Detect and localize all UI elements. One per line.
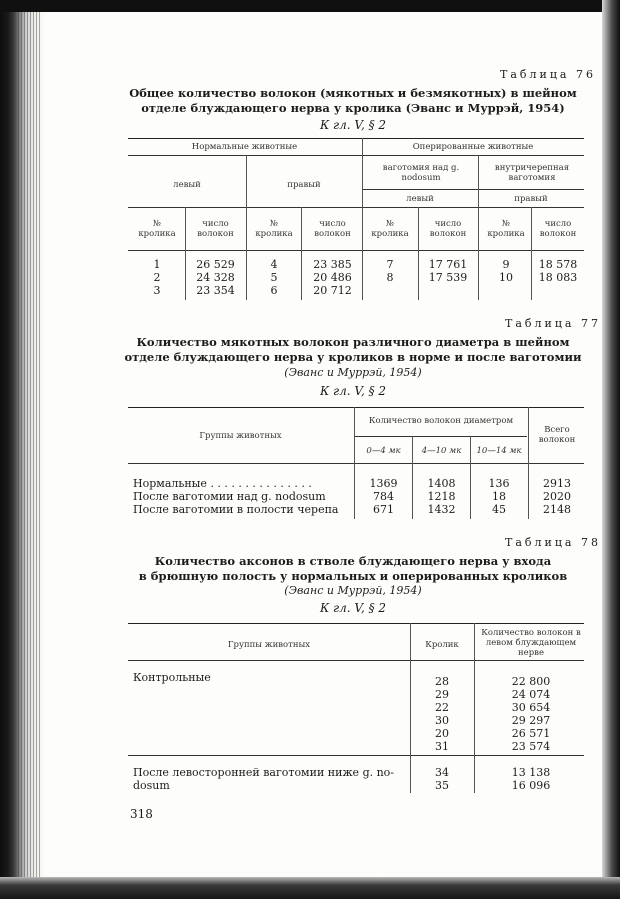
table-cell: 22 800 (511, 675, 551, 688)
table-cell: 4 (270, 258, 278, 271)
table-cell: 24 328 (196, 271, 235, 284)
t76-col-rabbit-4: № кролика (487, 219, 525, 239)
table-cell: 23 574 (511, 740, 551, 753)
table-cell: 26 571 (511, 727, 551, 740)
t76-left-operated: левый (406, 194, 434, 204)
t77-row-group: После ваготомии в полости черепа (133, 503, 339, 516)
t76-right-normal: правый (287, 180, 321, 190)
t76-rabbits-3 (366, 258, 414, 284)
table-cell: 2020 (543, 490, 571, 503)
table-cell: 16 096 (511, 779, 551, 792)
table-cell: 23 354 (196, 284, 235, 297)
table-cell: 671 (373, 503, 394, 516)
table-cell: 784 (373, 490, 394, 503)
t77-rule-top (128, 407, 584, 408)
t77-vline (528, 407, 529, 519)
t76-left-normal: левый (173, 180, 201, 190)
t77-col-d1: 0—4 мк (366, 446, 401, 456)
t77-vline (470, 436, 471, 519)
t76-rule-2 (128, 155, 584, 156)
table-77-title-line2: отделе блуждающего нерва у кроликов в норме и после ваготомии (124, 350, 582, 364)
table-cell: 10 (499, 271, 513, 284)
table-cell: 2913 (543, 477, 571, 490)
table-cell: 1 (153, 258, 161, 271)
table-cell: 20 (435, 727, 449, 740)
t76-rule-4 (128, 207, 584, 208)
t77-col-total: Всего волокон (538, 425, 576, 445)
table-cell: 26 529 (196, 258, 235, 271)
t77-row-group: Нормальные . . . . . . . . . . . . . . . (133, 477, 312, 490)
table-cell: 7 (386, 258, 394, 271)
t76-rule-5 (128, 250, 584, 251)
t76-rabbits-4 (482, 258, 530, 284)
table-cell: 17 761 (428, 258, 468, 271)
t76-col-rabbit-1: № кролика (138, 219, 176, 239)
table-cell: 136 (488, 477, 510, 490)
t76-right-operated: правый (514, 194, 548, 204)
t77-vline (412, 436, 413, 519)
table-cell: 20 486 (313, 271, 352, 284)
t76-vline (362, 138, 363, 300)
t76-group-operated: Оперированные животные (412, 142, 534, 152)
table-77-title-line1: Количество мякотных волокон различного диаметра в шейном (136, 335, 570, 349)
table-78-source: (Эванс и Муррэй, 1954) (284, 584, 422, 597)
table-cell: 1369 (369, 477, 398, 490)
t77-col-diameter: Количество волокон диаметром (368, 416, 514, 426)
t76-rule-top (128, 138, 584, 139)
table-cell: 9 (502, 258, 510, 271)
t76-col-rabbit-3: № кролика (371, 219, 409, 239)
t77-col-d3: 10—14 мк (476, 446, 522, 456)
t76-fibers-1 (188, 258, 243, 297)
t78-vline (474, 623, 475, 793)
t78-control-counts (478, 675, 584, 753)
t78-group-control: Контрольные (133, 671, 211, 684)
t76-vline (531, 207, 532, 300)
t76-vline (246, 155, 247, 300)
table-cell: 8 (386, 271, 394, 284)
table-cell: 13 138 (511, 766, 551, 779)
table-cell: 23 385 (313, 258, 352, 271)
t77-col-groups: Группы животных (199, 431, 282, 441)
t78-control-rabbits (412, 675, 472, 753)
table-cell: 18 578 (538, 258, 578, 271)
table-cell: 30 (435, 714, 449, 727)
t77-row-group: После ваготомии над g. nodosum (133, 490, 326, 503)
t76-rabbits-1 (133, 258, 181, 297)
t78-after-rabbits (412, 766, 472, 792)
scan-border-right (602, 0, 620, 899)
table-cell: 22 (435, 701, 449, 714)
table-78-label: Таблица 78 (505, 536, 601, 549)
t77-vline (354, 407, 355, 519)
table-cell: 34 (435, 766, 449, 779)
t76-vline (418, 207, 419, 300)
t76-fibers-3 (420, 258, 476, 284)
t78-col-groups: Группы животных (227, 640, 311, 650)
table-77-ref: К гл. V, § 2 (319, 384, 387, 398)
t76-vline (185, 207, 186, 300)
table-cell: 45 (492, 503, 506, 516)
t76-fibers-2 (305, 258, 360, 297)
table-cell: 2 (153, 271, 161, 284)
table-cell: 3 (153, 284, 161, 297)
scan-border-top (0, 0, 620, 12)
t76-col-fibers-4: число волокон (539, 219, 577, 239)
t76-vline (478, 155, 479, 300)
t78-rule-2 (128, 660, 584, 661)
t76-rule-3 (362, 189, 584, 190)
t76-vline (301, 207, 302, 300)
table-cell: 35 (435, 779, 449, 792)
t78-group-after-line2: dosum (133, 779, 170, 792)
table-76-title-line1: Общее количество волокон (мякотных и безмякотных) в шейном (129, 86, 577, 100)
table-cell: 29 297 (511, 714, 551, 727)
t76-fibers-4 (532, 258, 584, 284)
table-cell: 1408 (427, 477, 456, 490)
page-number: 318 (130, 807, 153, 821)
t77-rule-2 (355, 436, 527, 437)
table-cell: 29 (435, 688, 449, 701)
table-cell: 17 539 (428, 271, 468, 284)
t78-rule-3 (128, 755, 584, 756)
table-78-title-line2: в брюшную полость у нормальных и оперированных кроликов (138, 569, 568, 583)
table-cell: 31 (435, 740, 449, 753)
page-edges (18, 0, 42, 899)
t78-rule-top (128, 623, 584, 624)
table-77-label: Таблица 77 (505, 317, 601, 330)
table-78-title-line1: Количество аксонов в стволе блуждающего нерва у входа (154, 554, 552, 568)
t76-vagotomy-intracranial: внутричерепная ваготомия (494, 163, 570, 183)
table-cell: 2148 (543, 503, 571, 516)
t78-after-counts (478, 766, 584, 792)
table-cell: 18 (492, 490, 506, 503)
table-78-ref: К гл. V, § 2 (319, 601, 387, 615)
t76-col-fibers-1: число волокон (197, 219, 234, 239)
scan-border-bottom (0, 877, 620, 899)
t76-group-normal: Нормальные животные (191, 142, 298, 152)
table-cell: 18 083 (538, 271, 578, 284)
table-cell: 5 (270, 271, 278, 284)
table-cell: 28 (435, 675, 449, 688)
t76-vagotomy-nodosum: ваготомия над g. nodosum (382, 163, 460, 183)
table-76-label: Таблица 76 (500, 68, 596, 81)
table-cell: 1432 (427, 503, 456, 516)
t78-col-rabbit: Кролик (425, 640, 459, 650)
table-cell: 30 654 (511, 701, 551, 714)
t76-col-rabbit-2: № кролика (255, 219, 293, 239)
t77-col-d2: 4—10 мк (421, 446, 462, 456)
t76-col-fibers-2: число волокон (314, 219, 351, 239)
table-76-title-line2: отделе блуждающего нерва у кролика (Эванс и Муррэй, 1954) (141, 101, 565, 115)
table-cell: 1218 (427, 490, 456, 503)
t78-col-count: Количество волокон в левом блуждающем нерве (481, 628, 581, 658)
t78-group-after-line1: После левосторонней ваготомии ниже g. no- (133, 766, 395, 779)
table-cell: 6 (270, 284, 278, 297)
table-cell: 20 712 (313, 284, 352, 297)
t76-rabbits-2 (250, 258, 298, 297)
table-77-source: (Эванс и Муррэй, 1954) (284, 366, 422, 379)
table-cell: 24 074 (511, 688, 551, 701)
t76-col-fibers-3: число волокон (429, 219, 467, 239)
t77-rule-3 (128, 463, 584, 464)
t78-vline (410, 623, 411, 793)
table-76-ref: К гл. V, § 2 (319, 118, 387, 132)
